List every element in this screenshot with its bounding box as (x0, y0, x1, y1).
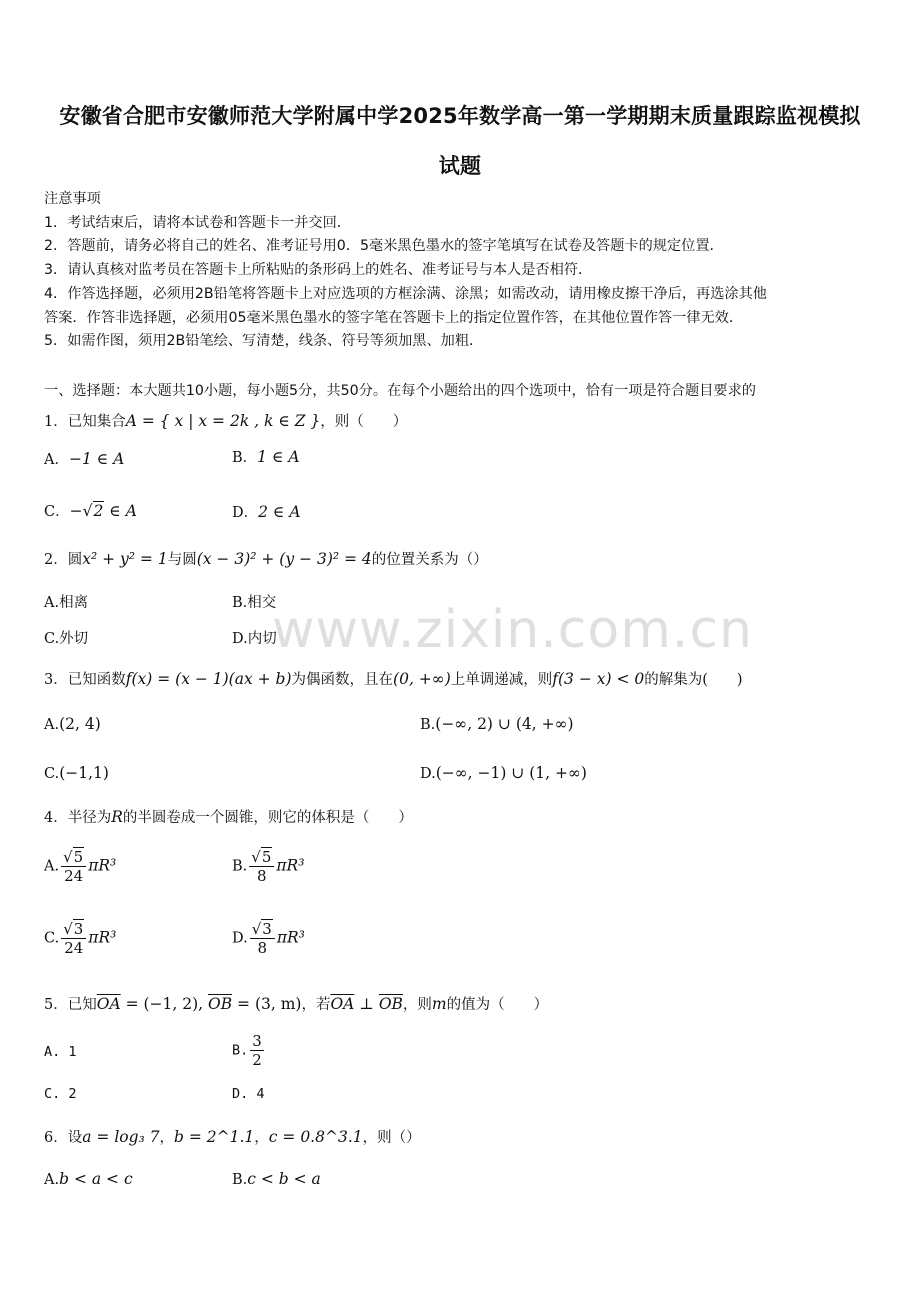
q4-stem-text: 4．半径为 (44, 810, 112, 826)
q2-option-c: C.外切 (44, 631, 89, 647)
fraction-numerator: 3 (252, 1032, 262, 1050)
option-math: (−∞, 2) ∪ (4, +∞) (435, 715, 574, 733)
question-6-stem (44, 1126, 421, 1147)
q5-option-c: C. 2 (44, 1086, 77, 1102)
question-4-stem (44, 806, 413, 827)
q6-separator: ， (159, 1130, 175, 1146)
watermark: www.zixin.com.cn (272, 600, 753, 660)
option-math: b < a < c (59, 1170, 133, 1188)
note-item: 1．考试结束后，请将本试卷和答题卡一并交回． (44, 214, 351, 231)
option-math: 2 ∈ A (258, 503, 301, 521)
q5-option-a: A. 1 (44, 1044, 77, 1060)
q3-option-a (44, 715, 101, 733)
q3-stem-math: f(3 − x) < 0 (552, 670, 645, 688)
q5-stem-tail: 的值为（ ） (446, 997, 549, 1013)
vector-ob-value: = (3, m) (232, 995, 302, 1013)
fraction: $\frac{√5}{24}$ (61, 848, 86, 885)
q1-stem-text: 1．已知集合 (44, 414, 126, 430)
option-label: C. (44, 930, 60, 947)
vector-oa: $\overline{OA}$ (96, 995, 121, 1013)
q3-option-c (44, 764, 109, 782)
q1-stem-math: A = { x | x = 2k , k ∈ Z } (125, 412, 321, 430)
q5-option-d: D. 4 (232, 1086, 265, 1102)
q5-stem-text: ，则 (402, 997, 432, 1013)
q4-option-d (232, 920, 305, 957)
option-math: 1 ∈ A (257, 448, 300, 466)
vector-ob: $\overline{OB}$ (378, 995, 403, 1013)
q5-stem-text: ，若 (301, 997, 331, 1013)
q6-stem-tail: ，则（） (362, 1130, 421, 1146)
vector-oa: $\overline{OA}$ (330, 995, 355, 1013)
q3-stem-math: (0, +∞) (393, 670, 451, 688)
sqrt-radicand: 2 (93, 502, 104, 520)
fraction-denominator: 24 (64, 867, 84, 885)
note-item: 答案．作答非选择题，必须用05毫米黑色墨水的签字笔在答题卡上的指定位置作答，在其他位置作答一律无效． (44, 309, 744, 326)
q3-stem-tail: 的解集为( ) (644, 672, 743, 688)
option-math: (−1,1) (59, 764, 109, 782)
option-math: ∈ A (104, 502, 137, 520)
option-math: (−∞, −1) ∪ (1, +∞) (435, 764, 587, 782)
question-3-stem (44, 668, 743, 689)
q3-stem-text: 为偶函数，且在 (291, 672, 394, 688)
q2-option-a: A.相离 (44, 595, 89, 611)
q4-option-b (232, 848, 304, 885)
option-math: πR³ (88, 856, 117, 875)
q3-stem-math: f(x) = (x − 1)(ax + b) (125, 670, 292, 688)
option-label: B. (420, 717, 436, 733)
fraction: $\frac{√3}{8}$ (250, 920, 275, 957)
q6-option-b (232, 1170, 321, 1188)
document-title-line-1: 安徽省合肥市安徽师范大学附属中学2025年数学高一第一学期期末质量跟踪监视模拟 (59, 104, 861, 128)
q2-stem-tail: 的位置关系为（） (371, 552, 488, 568)
q2-stem-text: 2．圆 (44, 552, 83, 568)
q1-option-d (232, 501, 301, 522)
q5-option-b (232, 1032, 266, 1069)
q3-stem-text: 3．已知函数 (44, 672, 126, 688)
note-item: 5．如需作图，须用2B铅笔绘、写清楚，线条、符号等须加黑、加粗． (44, 333, 484, 350)
notes-block (44, 188, 882, 354)
fraction-numerator: 3 (73, 920, 84, 938)
q6-separator: ， (254, 1130, 269, 1146)
option-label: A. (44, 1172, 60, 1188)
q1-option-b (232, 446, 300, 467)
option-label: C. (44, 766, 60, 782)
option-label: D. (232, 930, 248, 947)
fraction-numerator: 5 (73, 848, 84, 866)
option-math: c < b < a (247, 1170, 321, 1188)
option-math: − (69, 502, 83, 520)
fraction-denominator: 8 (257, 867, 267, 885)
option-label: B. (232, 858, 248, 875)
perpendicular-symbol: ⊥ (354, 995, 379, 1013)
option-label: C． (44, 504, 70, 520)
vector-oa-value: = (−1, 2), (120, 995, 208, 1013)
fraction-denominator: 2 (252, 1051, 262, 1069)
q6-stem-text: 6．设 (44, 1130, 83, 1146)
sqrt-symbol: √ (82, 502, 93, 520)
fraction-numerator: 5 (261, 848, 272, 866)
option-math: −1 ∈ A (68, 450, 125, 468)
section-title: 一、选择题：本大题共10小题，每小题5分，共50分。在每个小题给出的四个选项中，恰有一项是符合题目要求的 (44, 383, 756, 399)
q6-stem-math: c = 0.8^3.1 (268, 1128, 363, 1146)
option-math: πR³ (88, 928, 117, 947)
option-label: B． (232, 450, 258, 466)
fraction-numerator: 3 (262, 920, 272, 938)
option-label: A． (44, 452, 69, 468)
note-item: 4．作答选择题，必须用2B铅笔将答题卡上对应选项的方框涂满、涂黑；如需改动，请用橡皮擦干净后，再选涂其他 (44, 285, 767, 302)
option-label: A. (44, 858, 60, 875)
note-item: 2．答题前，请务必将自己的姓名、准考证号用0．5毫米黑色墨水的签字笔填写在试卷及答题卡的规定位置． (44, 238, 724, 255)
document-title-line-2: 试题 (438, 154, 482, 178)
fraction-denominator: 24 (64, 939, 84, 957)
q3-option-d (420, 764, 587, 782)
fraction: $\frac{√5}{8}$ (249, 848, 274, 885)
option-label: B. (232, 1042, 249, 1059)
option-math: (2, 4) (59, 715, 101, 733)
option-label: D. (420, 766, 436, 782)
q1-stem-tail: ，则（ ） (320, 414, 408, 430)
question-1-stem (44, 410, 407, 431)
fraction-denominator: 8 (257, 939, 268, 957)
option-label: B. (232, 1172, 248, 1188)
q2-stem-math: x² + y² = 1 (82, 550, 168, 568)
q2-stem-math: (x − 3)² + (y − 3)² = 4 (196, 550, 372, 568)
question-5-stem (44, 993, 548, 1014)
question-2-stem (44, 548, 488, 569)
q3-option-b (420, 715, 574, 733)
fraction: $\frac{√3}{24}$ (61, 920, 86, 957)
vector-ob: $\overline{OB}$ (208, 995, 233, 1013)
q4-option-c (44, 920, 116, 957)
option-math: πR³ (276, 928, 305, 947)
option-label: D． (232, 505, 259, 521)
q6-stem-math: b = 2^1.1 (174, 1128, 255, 1146)
q4-stem-math: R (111, 808, 123, 826)
q4-option-a (44, 848, 116, 885)
q6-stem-math: a = log₃ 7 (82, 1128, 160, 1146)
notes-heading: 注意事项 (44, 191, 101, 207)
q1-option-a (44, 448, 124, 469)
q6-option-a (44, 1170, 133, 1188)
variable-m: m (431, 995, 447, 1013)
q4-stem-tail: 的半圆卷成一个圆锥，则它的体积是（ ） (122, 810, 413, 826)
option-math: πR³ (276, 856, 305, 875)
note-item: 3．请认真核对监考员在答题卡上所粘贴的条形码上的姓名、准考证号与本人是否相符． (44, 262, 593, 279)
q2-stem-text: 与圆 (167, 552, 197, 568)
option-label: A. (44, 717, 60, 733)
q1-option-c (44, 500, 137, 521)
q2-option-d: D.内切 (232, 631, 277, 647)
q2-option-b: B.相交 (232, 595, 277, 611)
fraction (250, 1032, 264, 1069)
q3-stem-text: 上单调递减，则 (450, 672, 553, 688)
q5-stem-text: 5．已知 (44, 997, 97, 1013)
